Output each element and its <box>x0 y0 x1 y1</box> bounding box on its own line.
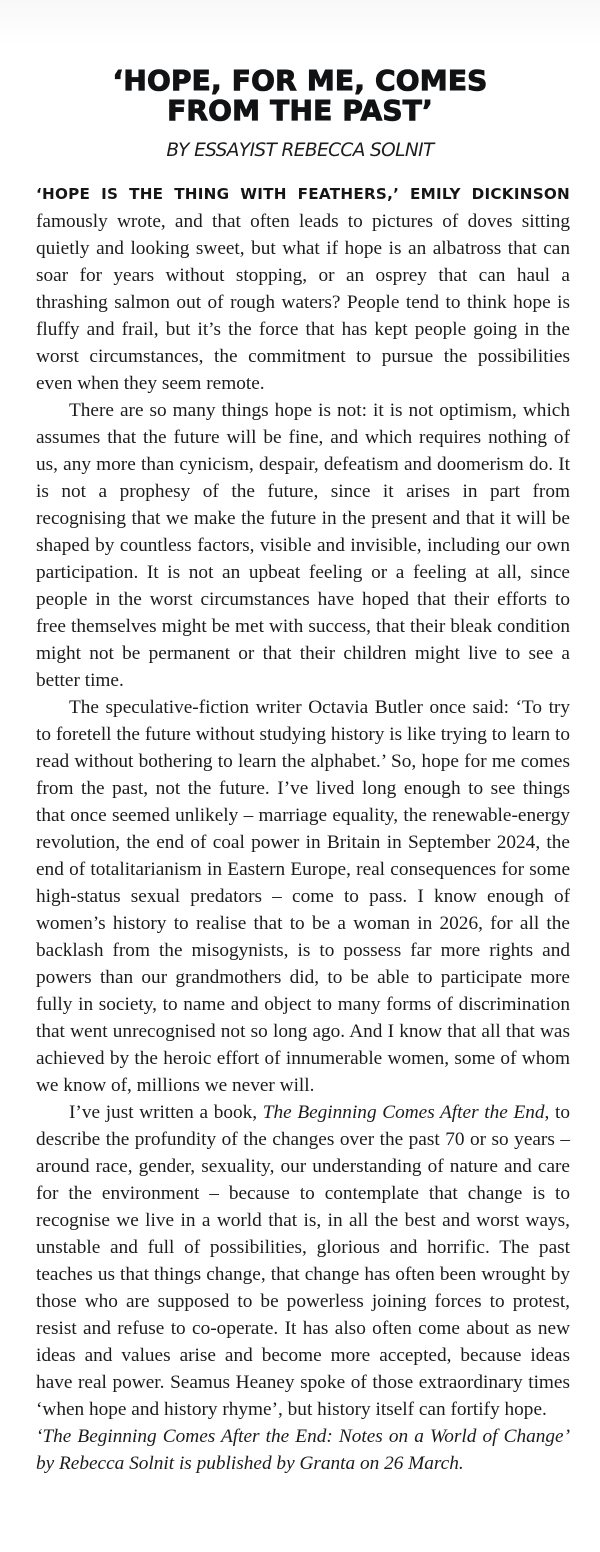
paragraph-3: The speculative-fiction writer Octavia Butler once said: ‘To try to foretell the future without studying history is like trying to learn to read without bothering to learn the alphabet.’ So, hope for me comes from the past, not the future. I’ve lived long enough to see things that once seemed unlikely – marriage equality, the renewable-energy revolution, the end of coal power in Britain in September 2024, the end of totalitarianism in Eastern Europe, real consequences for some high-status sexual predators – come to pass. I know enough of women’s history to realise that to be a woman in 2026, for all the backlash from the misogynists, is to possess far more rights and powers than our grandmothers did, to be able to participate more fully in society, to name and object to many forms of discrimination that went unrecognised not so long ago. And I know that all that was achieved by the heroic effort of innumerable women, some of whom we know of, millions we never will. <box>36 697 570 1096</box>
paragraph-1-text: famously wrote, and that often leads to pictures of doves sitting quietly and looking sweet, but what if hope is an albatross that can soar for years without stopping, or an osprey that can haul a thrashing salmon out of rough waters? People tend to think hope is fluffy and frail, but it’s the force that has kept people going in the worst circumstances, the commitment to pursue the possibilities even when they seem remote. <box>36 211 570 394</box>
article-byline: BY ESSAYIST REBECCA SOLNIT <box>166 140 434 161</box>
book-credit: ‘The Beginning Comes After the End: Notes on a World of Change’ by Rebecca Solnit is published by Granta on 26 March. <box>36 1426 570 1474</box>
paragraph-4-text-before: I’ve just written a book, <box>69 1102 263 1123</box>
paragraph-2: There are so many things hope is not: it is not optimism, which assumes that the future will be fine, and which requires nothing of us, any more than cynicism, despair, defeatism and doomerism do. It is not a prophesy of the future, since it arises in part from recognising that we make the future in the present and that it will be shaped by countless factors, visible and invisible, including our own participation. It is not an upbeat feeling or a feeling at all, since people in the worst circumstances have hoped that their efforts to free themselves might be met with success, that their bleak condition might not be permanent or that their children might live to see a better time. <box>36 400 570 691</box>
lead-in-caps: ‘HOPE IS THE THING WITH FEATHERS,’ EMILY DICKINSON <box>36 185 570 203</box>
book-title: The Beginning Comes After the End <box>262 1102 545 1123</box>
paragraph-1 <box>36 180 570 397</box>
paragraph-4 <box>36 1099 570 1423</box>
article-headline <box>0 66 600 126</box>
article-body <box>36 180 570 1477</box>
paragraph-4-text-after: , to describe the profundity of the changes over the past 70 or so years – around race, gender, sexuality, our understanding of nature and care for the environment – because to contemplate that change is to recognise we live in a world that is, in all the best and worst ways, unstable and full of possibilities, glorious and horrific. The past teaches us that things change, that change has often been wrought by those who are supposed to be powerless joining forces to protest, resist and refuse to co-operate. It has also often come about as new ideas and values arise and become more accepted, because ideas have real power. Seamus Heaney spoke of those extraordinary times ‘when hope and history rhyme’, but history itself can fortify hope. <box>36 1102 570 1420</box>
headline-line-1: ‘HOPE, FOR ME, COMES <box>112 64 488 97</box>
headline-line-2: FROM THE PAST’ <box>167 94 433 127</box>
